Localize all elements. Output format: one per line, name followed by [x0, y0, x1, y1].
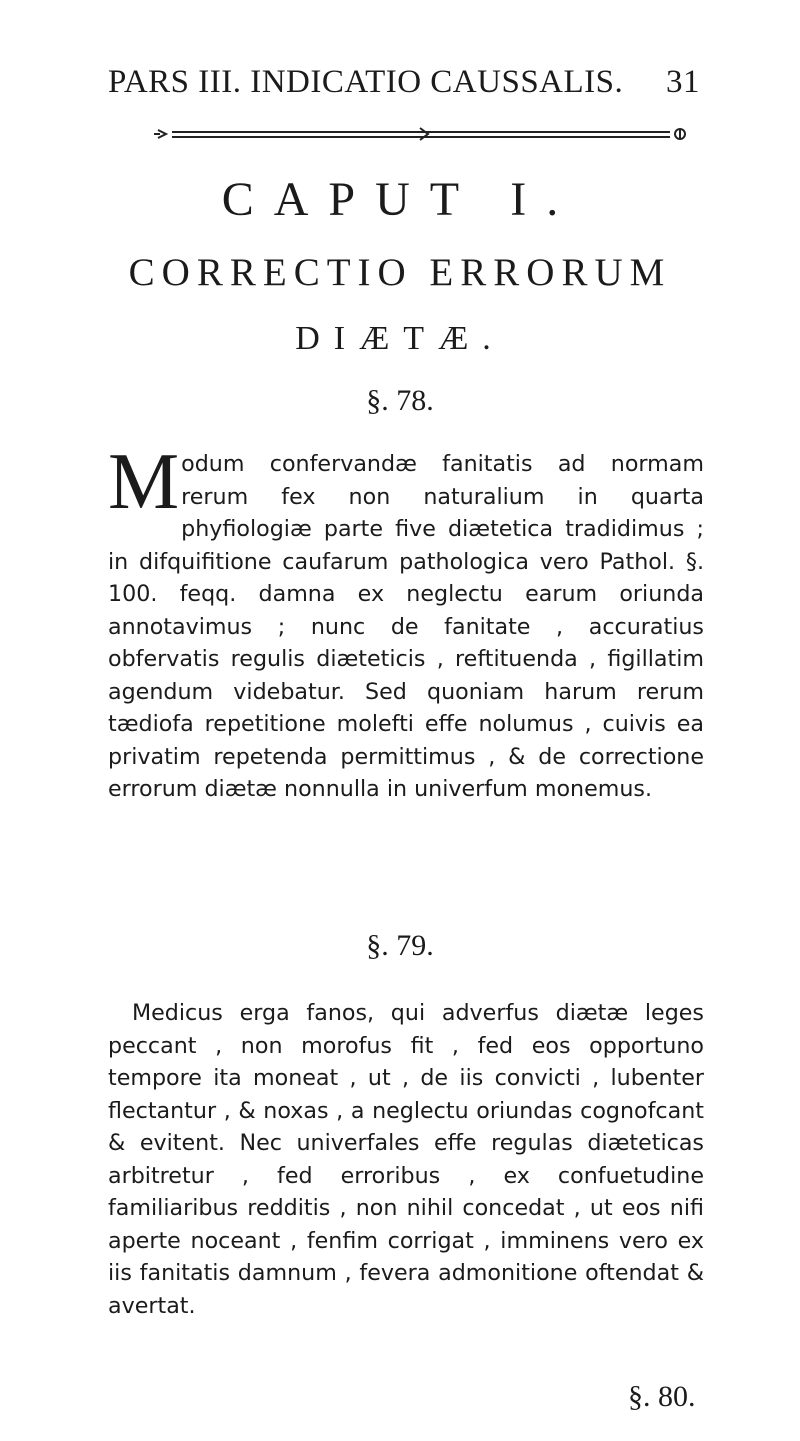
page-number: 31: [666, 64, 700, 100]
catchword: §. 80.: [628, 1380, 696, 1413]
paragraph-78-text: odum confervandæ fanitatis ad normam rerum fex non naturalium in quarta phyfiologiæ parte five diætetica tradidimus ; in difquifitione caufarum pathologica vero Pathol. §. 100. feqq. damna ex neglectu earum oriunda annotavimus ; nunc de fanitate , accuratius obfervatis regulis diæteticis , reftituenda , figillatim agendum videbatur. Sed quoniam harum rerum tædiofa repetitione molefti effe nolumus , cuivis ea privatim repetenda permittimus , & de correctione errorum diætæ nonnulla in univerfum monemus.: [108, 451, 704, 802]
ornamental-rule: [150, 120, 695, 150]
paragraph-79-text: Medicus erga fanos, qui adverfus diætæ leges peccant , non morofus fit , fed eos opportuno tempore ita moneat , ut , de iis convicti , lubenter flectantur , & noxas , a neglectu oriundas cognofcant & evitent. Nec univerfales effe regulas diæteticas arbitretur , fed erroribus , ex confuetudine familiaribus redditis , non nihil concedat , ut eos nifi aperte noceant , fenfim corrigat , imminens vero ex iis fanitatis damnum , fevera admonitione oftendat & avertat.: [108, 1000, 704, 1319]
section-mark-79: §. 79.: [366, 929, 434, 962]
chapter-caput: CAPUT I.: [221, 173, 579, 226]
section-mark-78: §. 78.: [366, 384, 434, 417]
paragraph-79: [108, 997, 704, 1322]
chapter-subtitle: DIÆTÆ.: [295, 320, 505, 357]
drop-cap: M: [108, 438, 180, 526]
running-title: PARS III. INDICATIO CAUSSALIS.: [108, 64, 624, 100]
paragraph-78: [108, 438, 704, 806]
running-head: [108, 64, 700, 101]
chapter-title: CORRECTIO ERRORUM: [128, 251, 672, 294]
